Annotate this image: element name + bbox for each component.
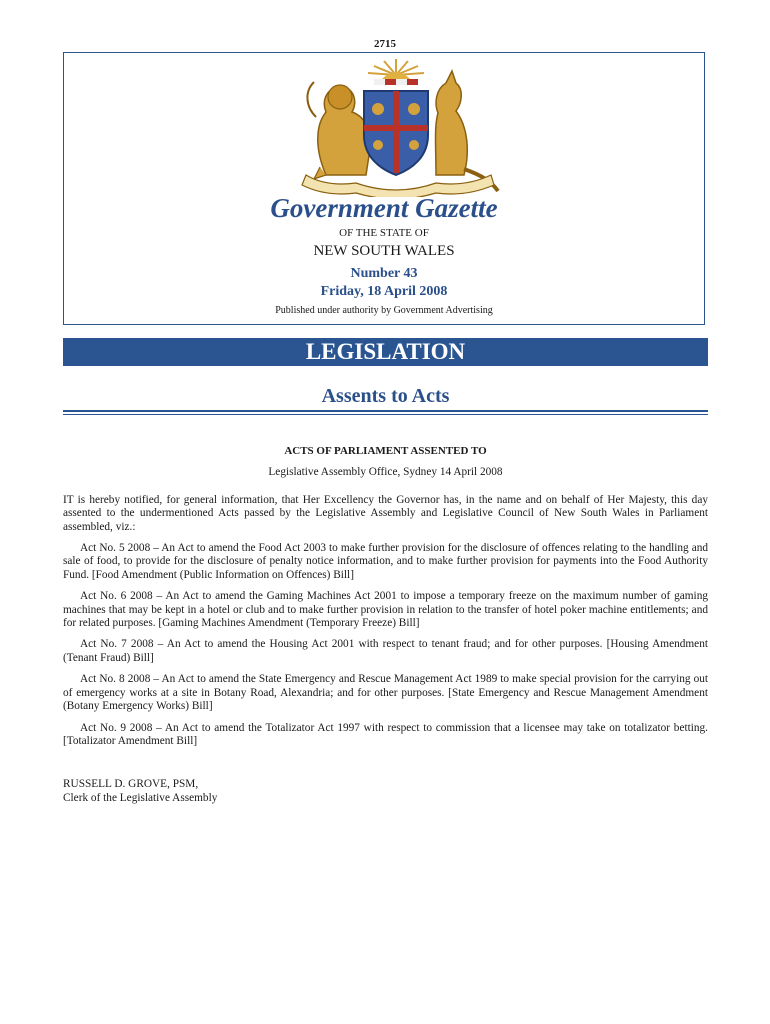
intro-paragraph: IT is hereby notified, for general information, that Her Excellency the Governor has, in the name and on behalf of Her Majesty, this day assented to the undermentioned Acts passed by the Legislative Assembly and Legislative Council of New South Wales in Parliament assembled, viz.:	[63, 493, 708, 533]
act-paragraph: Act No. 6 2008 – An Act to amend the Gaming Machines Act 2001 to impose a temporary freeze on the maximum number of gaming machines that may be kept in a hotel or club and to make further provision in relation to the transfer of hotel poker machine entitlements; and for related purposes. [Gaming Machines Amendment (Temporary Freeze) Bill]	[63, 590, 708, 630]
notice-body	[63, 445, 708, 805]
act-paragraph: Act No. 9 2008 – An Act to amend the Totalizator Act 1997 with respect to commission that a licensee may take on totalizator betting. [Totalizator Amendment Bill]	[63, 721, 708, 747]
subsection-title: Assents to Acts	[321, 385, 450, 407]
office-dateline: Legislative Assembly Office, Sydney 14 April 2008	[268, 466, 503, 479]
state-of-label: OF THE STATE OF	[339, 227, 429, 239]
gazette-masthead	[63, 52, 705, 325]
state-name: NEW SOUTH WALES	[313, 243, 455, 259]
coat-of-arms-emblem	[286, 57, 506, 197]
divider	[63, 414, 708, 415]
section-banner: LEGISLATION	[63, 338, 708, 366]
issue-number: Number 43	[350, 266, 418, 281]
act-paragraph: Act No. 5 2008 – An Act to amend the Food Act 2003 to make further provision for the disclosure of offences relating to the handling and sale of food, to provide for the disclosure of penalty notice information, and to make further provision for payments into the Food Authority Fund. [Food Amendment (Public Information on Offences) Bill]	[63, 542, 708, 581]
publisher-line: Published under authority by Government Advertising	[275, 305, 493, 316]
act-paragraph: Act No. 8 2008 – An Act to amend the State Emergency and Rescue Management Act 1989 to make special provision for the carrying out of emergency works at a site in Botany Road, Alexandria; and for other purposes. [State Emergency and Rescue Management Amendment (Botany Emergency Works) Bill]	[63, 673, 708, 713]
divider	[63, 410, 708, 412]
page-number: 2715	[374, 38, 396, 50]
issue-date: Friday, 18 April 2008	[320, 284, 448, 299]
signatory-title: Clerk of the Legislative Assembly	[63, 791, 218, 804]
act-paragraph: Act No. 7 2008 – An Act to amend the Housing Act 2001 with respect to tenant fraud; and for other purposes. [Housing Amendment (Tenant Fraud) Bill]	[63, 638, 708, 664]
signatory-name: RUSSELL D. GROVE, PSM,	[63, 778, 199, 791]
notice-heading: ACTS OF PARLIAMENT ASSENTED TO	[284, 445, 487, 457]
gazette-title: Government Gazette	[270, 193, 498, 223]
